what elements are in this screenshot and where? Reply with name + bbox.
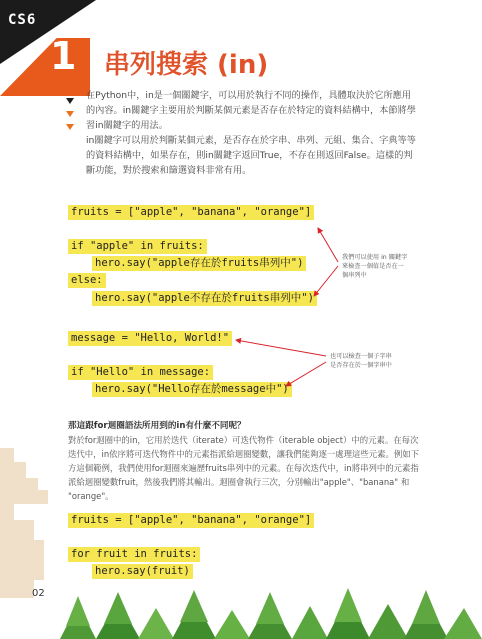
arrow-to-code-icon: [236, 340, 326, 356]
code-line: message = "Hello, World!": [68, 331, 232, 346]
annotation-note: 我們可以使用 in 關鍵字 來檢查一個值是否在一 個串列中: [342, 254, 408, 279]
code-line: hero.say("apple不存在於fruits串列中"): [92, 291, 317, 306]
code-line: for fruit in fruits:: [68, 547, 200, 562]
section-heading: 那這跟for迴圈語法所用到的in有什麼不同呢？: [68, 421, 246, 431]
section-body: 對於for迴圈中的in，它用於迭代（iterate）可迭代物件（iterable object）中的元素。在每次迭代中，in依序將可迭代物件中的元素指派給迴圈變數，讓我們能夠逐一處理這些元素。例如下方這個範例，我們使用for迴圈來遍歷fruits串列中的元素。在每次迭代中，in將串列中的元素指派給迴圈變數fruit，然後我們將其輸出。迴圈會執行三次，分別輸出"apple"、"banana" 和 "orange"。: [68, 435, 420, 501]
code-line: fruits = ["apple", "banana", "orange"]: [68, 513, 314, 528]
arrow-to-code-icon: [286, 362, 326, 386]
tree-icon: [404, 590, 448, 639]
section-code: CS6: [8, 12, 37, 28]
decor-block: [34, 540, 44, 580]
code-line: if "apple" in fruits:: [68, 239, 207, 254]
code-line: fruits = ["apple", "banana", "orange"]: [68, 205, 314, 220]
arrow-to-code-icon: [318, 228, 338, 262]
intro-paragraph-1: 在Python中，in是一個關鍵字，可以用於執行不同的操作，具體取決於它所應用的內容。in關鍵字主要用於判斷某個元素是否存在於特定的資料結構中，本節將學習in關鍵字的用法。: [86, 90, 416, 131]
tree-border: [0, 586, 482, 639]
decor-block: [26, 478, 38, 504]
annotation-note: 也可以檢查一個子字串 是否存在於一個字串中: [330, 353, 392, 369]
tree-icon: [172, 590, 216, 639]
decor-block: [14, 462, 26, 504]
tree-icon: [368, 604, 408, 639]
tree-icon: [60, 596, 96, 639]
tree-icon: [96, 592, 140, 639]
chapter-number: 1: [50, 34, 77, 78]
decor-block: [0, 448, 14, 598]
tree-icon: [326, 588, 370, 639]
tree-icon: [138, 608, 174, 639]
arrow-to-code-icon: [314, 266, 338, 296]
tree-icon: [214, 610, 250, 639]
code-line: hero.say("apple存在於fruits串列中"): [92, 256, 306, 271]
tree-icon: [248, 592, 292, 639]
intro-paragraph-2: in關鍵字可以用於判斷某個元素，是否存在於字串、串列、元組、集合、字典等等的資料結構中，如果存在，則in關鍵字返回True，不存在則返回False。這樣的判斷功能，對於搜索和篩選資料非常有用。: [86, 135, 416, 176]
code-line: hero.say(fruit): [92, 564, 193, 579]
page-title: 串列搜索 (in): [104, 50, 269, 80]
code-line: hero.say("Hello存在於message中"): [92, 382, 292, 397]
decor-block: [38, 490, 48, 504]
code-line: if "Hello" in message:: [68, 365, 213, 380]
tree-icon: [444, 608, 482, 639]
code-line: else:: [68, 273, 106, 288]
tree-icon: [292, 606, 328, 639]
page-number: 02: [32, 588, 45, 599]
